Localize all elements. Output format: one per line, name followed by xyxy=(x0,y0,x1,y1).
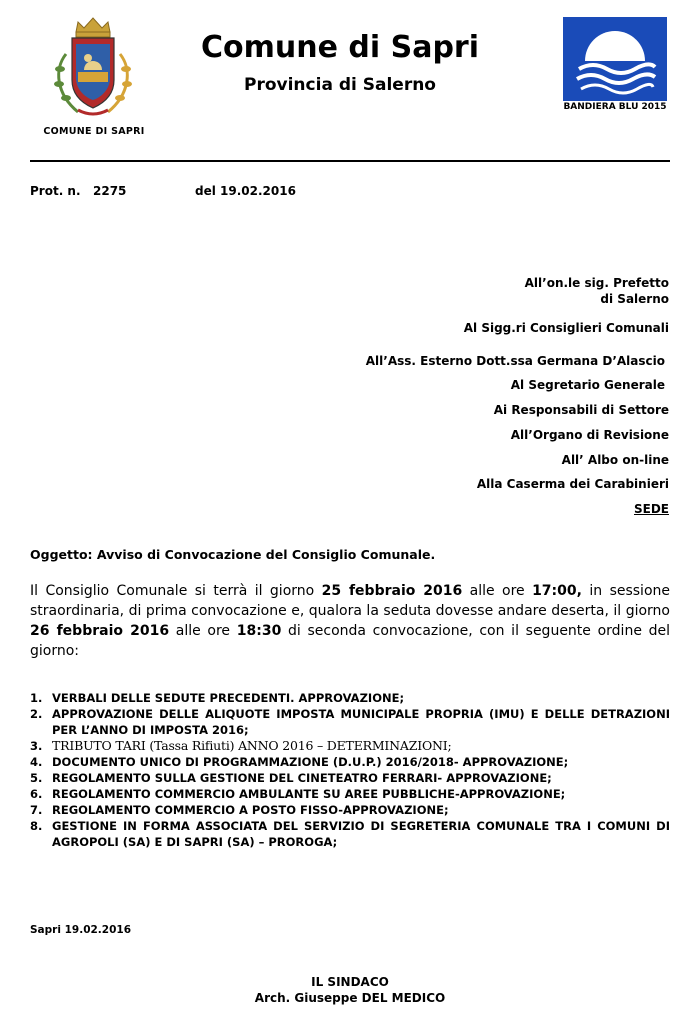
signer-name: Arch. Giuseppe DEL MEDICO xyxy=(254,991,446,1005)
body-paragraph: Il Consiglio Comunale si terrà il giorno 25 febbraio 2016 alle ore 17:00, in sessione straordinaria, di prima convocazione e, qualora la seduta dovesse andare deserta, il giorno 26 febbraio 2016 alle ore 18:30 di seconda convocazione, con il seguente ordine del giorno: xyxy=(30,583,671,659)
recipient: All’ Albo on-line xyxy=(561,453,669,467)
recipient: All’Ass. Esterno Dott.ssa Germana D’Alascio xyxy=(365,354,665,368)
protocol-number: 2275 xyxy=(93,184,127,198)
recipient: All’Organo di Revisione xyxy=(510,428,669,442)
agenda-item: 8. GESTIONE IN FORMA ASSOCIATA DEL SERVIZIO DI SEGRETERIA COMUNALE TRA I COMUNI DI AGROPOLI (SA) E DI SAPRI (SA) – PROROGA; xyxy=(30,819,670,849)
recipient: All’on.le sig. Prefetto xyxy=(524,276,669,290)
agenda-item: 3. TRIBUTO TARI (Tassa Rifiuti) ANNO 2016 – DETERMINAZIONI; xyxy=(30,738,452,753)
recipient: Ai Responsabili di Settore xyxy=(493,403,669,417)
place-date: Sapri 19.02.2016 xyxy=(30,924,132,936)
subject-line: Oggetto: Avviso di Convocazione del Consiglio Comunale. xyxy=(30,547,436,562)
page-title: Comune di Sapri xyxy=(201,30,479,65)
header-divider xyxy=(30,160,670,162)
blue-flag-logo-icon xyxy=(563,17,667,101)
agenda-item: 7. REGOLAMENTO COMMERCIO A POSTO FISSO-APPROVAZIONE; xyxy=(30,803,449,817)
page-subtitle: Provincia di Salerno xyxy=(244,75,436,95)
coat-of-arms-icon xyxy=(48,14,138,122)
protocol-label: Prot. n. xyxy=(30,184,81,198)
agenda-item: 2. APPROVAZIONE DELLE ALIQUOTE IMPOSTA MUNICIPALE PROPRIA (IMU) E DELLE DETRAZIONI PER L’ANNO DI IMPOSTA 2016; xyxy=(30,707,670,737)
recipient: Al Segretario Generale xyxy=(510,378,665,392)
recipient: Alla Caserma dei Carabinieri xyxy=(476,477,669,491)
agenda-list xyxy=(30,690,670,850)
agenda-item: 4. DOCUMENTO UNICO DI PROGRAMMAZIONE (D.U.P.) 2016/2018- APPROVAZIONE; xyxy=(30,755,569,769)
recipient: Al Sigg.ri Consiglieri Comunali xyxy=(463,321,669,335)
signer-title: IL SINDACO xyxy=(311,975,389,989)
protocol-date: del 19.02.2016 xyxy=(195,184,296,198)
recipient-sede: SEDE xyxy=(634,502,669,516)
recipient: di Salerno xyxy=(600,292,669,306)
agenda-item: 5. REGOLAMENTO SULLA GESTIONE DEL CINETEATRO FERRARI- APPROVAZIONE; xyxy=(30,771,552,785)
agenda-item: 6. REGOLAMENTO COMMERCIO AMBULANTE SU AREE PUBBLICHE-APPROVAZIONE; xyxy=(30,787,566,801)
flag-caption: BANDIERA BLU 2015 xyxy=(563,102,667,112)
agenda-item: 1. VERBALI DELLE SEDUTE PRECEDENTI. APPROVAZIONE; xyxy=(30,691,405,705)
crest-caption: COMUNE DI SAPRI xyxy=(43,126,145,137)
